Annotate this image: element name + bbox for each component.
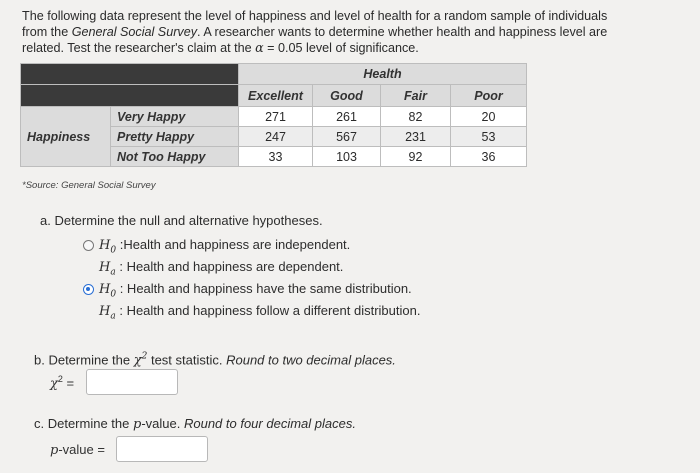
h0-symbol: $H_0$ xyxy=(99,282,117,300)
p-value-input[interactable] xyxy=(116,436,208,462)
h0-symbol: $H_0$ xyxy=(99,238,117,256)
intro-line-2-pre: from the xyxy=(22,24,72,39)
contingency-table xyxy=(20,63,527,167)
chi-square-symbol: $\chi^2$ xyxy=(133,352,148,369)
option-2-ha-line xyxy=(99,303,420,325)
table-cell: 53 xyxy=(451,127,527,147)
table-cell: 247 xyxy=(239,127,313,147)
table-cell: 261 xyxy=(313,107,381,127)
col-header-poor: Poor xyxy=(451,85,527,107)
table-corner xyxy=(21,64,239,85)
table-cell: 231 xyxy=(381,127,451,147)
survey-name: General Social Survey xyxy=(71,24,198,39)
hypothesis-option-2-radio[interactable] xyxy=(83,284,94,295)
hypothesis-option-1[interactable] xyxy=(99,237,350,280)
hypothesis-option-2[interactable] xyxy=(99,281,420,324)
chi-square-input[interactable] xyxy=(86,369,178,395)
option-1-h0-line xyxy=(99,237,350,259)
intro-line-2 xyxy=(22,25,692,41)
table-cell: 271 xyxy=(239,107,313,127)
row-label-very-happy: Very Happy xyxy=(111,107,239,127)
table-source-note: *Source: General Social Survey xyxy=(22,180,156,191)
option-1-ha-text: : Health and happiness are dependent. xyxy=(119,258,344,274)
table-corner-2 xyxy=(21,85,239,107)
table-cell: 103 xyxy=(313,147,381,167)
ha-symbol: $H_a$ xyxy=(99,303,116,322)
row-label-pretty-happy: Pretty Happy xyxy=(111,127,239,147)
option-1-h0-text: :Health and happiness are independent. xyxy=(119,237,351,252)
option-2-ha-text: : Health and happiness follow a different distribution. xyxy=(119,302,421,318)
alpha-symbol: α xyxy=(255,40,264,55)
health-header: Health xyxy=(239,64,527,85)
col-header-excellent: Excellent xyxy=(239,85,313,107)
intro-line-3-pre: related. Test the researcher's claim at the xyxy=(22,41,256,55)
table-cell: 82 xyxy=(381,107,451,127)
intro-line-2-post: . A researcher wants to determine whether health and happiness level are xyxy=(197,24,608,39)
col-header-good: Good xyxy=(313,85,381,107)
part-a-question: a. Determine the null and alternative hypotheses. xyxy=(40,213,323,228)
table-cell: 33 xyxy=(239,147,313,167)
table-cell: 567 xyxy=(313,127,381,147)
intro-line-3 xyxy=(22,40,692,57)
table-cell: 92 xyxy=(381,147,451,167)
option-1-ha-line xyxy=(99,259,350,281)
row-label-not-too-happy: Not Too Happy xyxy=(111,147,239,167)
part-b-question: b. Determine the $\chi^2$ test statistic. Round to two decimal places. xyxy=(34,352,396,369)
option-2-h0-line xyxy=(99,281,420,303)
intro-line-1: The following data represent the level of happiness and level of health for a random sample of individuals xyxy=(22,9,608,23)
intro-line-3-post: = 0.05 level of significance. xyxy=(263,41,419,55)
row-group-happiness: Happiness xyxy=(21,107,111,167)
problem-statement xyxy=(22,9,692,57)
hypothesis-option-1-radio[interactable] xyxy=(83,240,94,251)
col-header-fair: Fair xyxy=(381,85,451,107)
p-value-label: p-value = xyxy=(50,442,105,458)
chi-square-label: $\chi^2$ = xyxy=(50,374,75,392)
table-cell: 36 xyxy=(451,147,527,167)
option-2-h0-text: : Health and happiness have the same distribution. xyxy=(119,281,412,296)
table-cell: 20 xyxy=(451,107,527,127)
part-c-question: c. Determine the p-value. Round to four decimal places. xyxy=(34,416,356,432)
ha-symbol: $H_a$ xyxy=(99,259,116,278)
